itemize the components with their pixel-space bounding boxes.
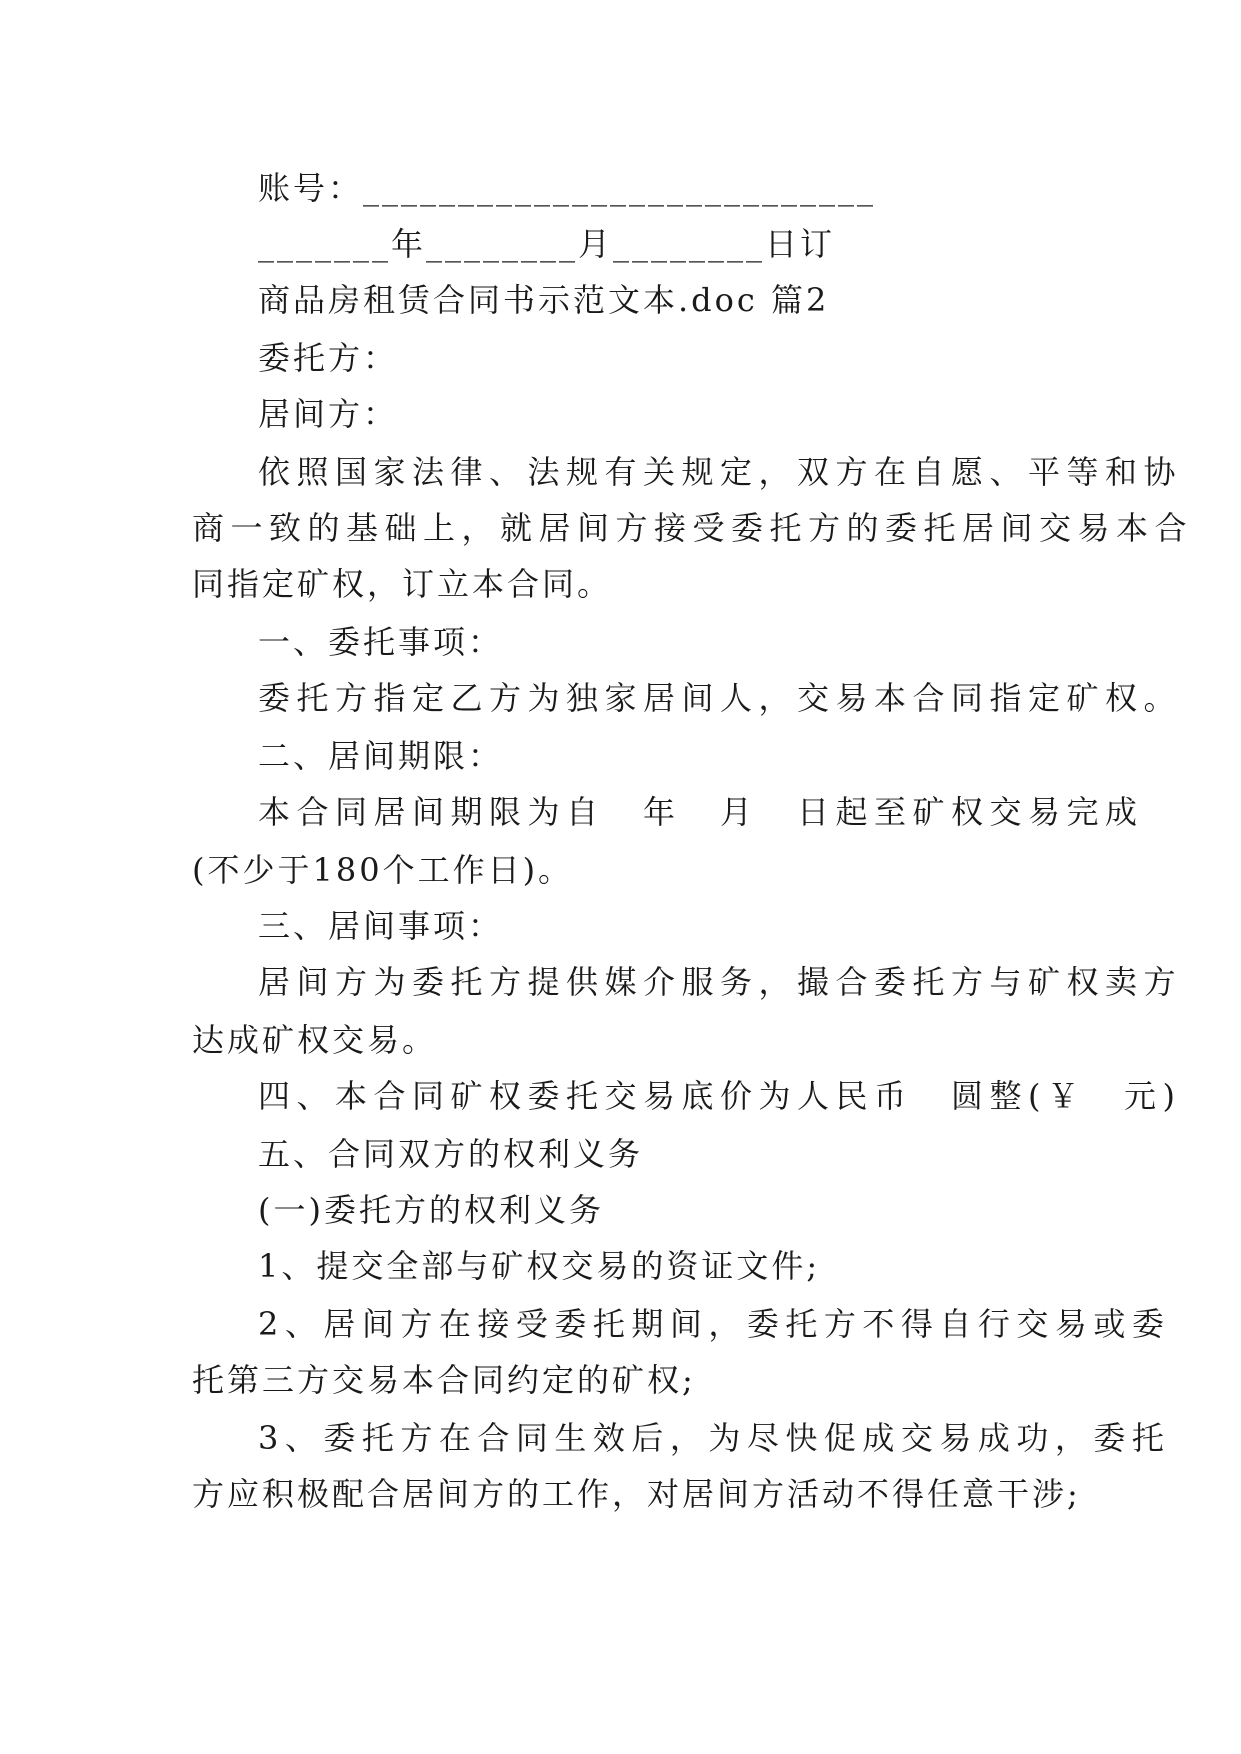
section-title: 商品房租赁合同书示范文本.doc 篇2 xyxy=(258,281,830,319)
clause-heading: 一、委托事项： xyxy=(258,623,504,661)
date-line: _______年________月________日订 xyxy=(258,225,836,263)
paragraph-line: 依照国家法律、法规有关规定，双方在自愿、平等和协 xyxy=(258,453,1183,491)
intermediary-label: 居间方： xyxy=(258,395,399,433)
paragraph-line: (不少于180个工作日)。 xyxy=(192,851,574,889)
paragraph-line: 方应积极配合居间方的工作，对居间方活动不得任意干涉; xyxy=(192,1475,1081,1513)
paragraph-line: 本合同居间期限为自 年 月 日起至矿权交易完成 xyxy=(258,793,1144,831)
list-item: 3、委托方在合同生效后，为尽快促成交易成功，委托 xyxy=(258,1419,1171,1457)
client-label: 委托方： xyxy=(258,339,399,377)
account-number-line: 账号：___________________________ xyxy=(258,169,877,207)
paragraph-line: 居间方为委托方提供媒介服务，撮合委托方与矿权卖方 xyxy=(258,963,1183,1001)
list-item: 2、居间方在接受委托期间，委托方不得自行交易或委 xyxy=(258,1305,1171,1343)
paragraph-line: 达成矿权交易。 xyxy=(192,1021,438,1059)
clause-heading: 二、居间期限： xyxy=(258,737,504,775)
paragraph-line: 委托方指定乙方为独家居间人，交易本合同指定矿权。 xyxy=(258,679,1183,717)
paragraph-line: 托第三方交易本合同约定的矿权; xyxy=(192,1361,696,1399)
clause-heading: 五、合同双方的权利义务 xyxy=(258,1135,644,1173)
sub-clause-heading: (一)委托方的权利义务 xyxy=(258,1191,604,1229)
paragraph-line: 商一致的基础上，就居间方接受委托方的委托居间交易本合 xyxy=(192,509,1194,547)
clause-heading: 三、居间事项： xyxy=(258,907,504,945)
list-item: 1、提交全部与矿权交易的资证文件; xyxy=(258,1247,821,1285)
clause-heading: 四、本合同矿权委托交易底价为人民币 圆整(￥ 元) xyxy=(258,1077,1182,1115)
paragraph-line: 同指定矿权，订立本合同。 xyxy=(192,565,613,603)
